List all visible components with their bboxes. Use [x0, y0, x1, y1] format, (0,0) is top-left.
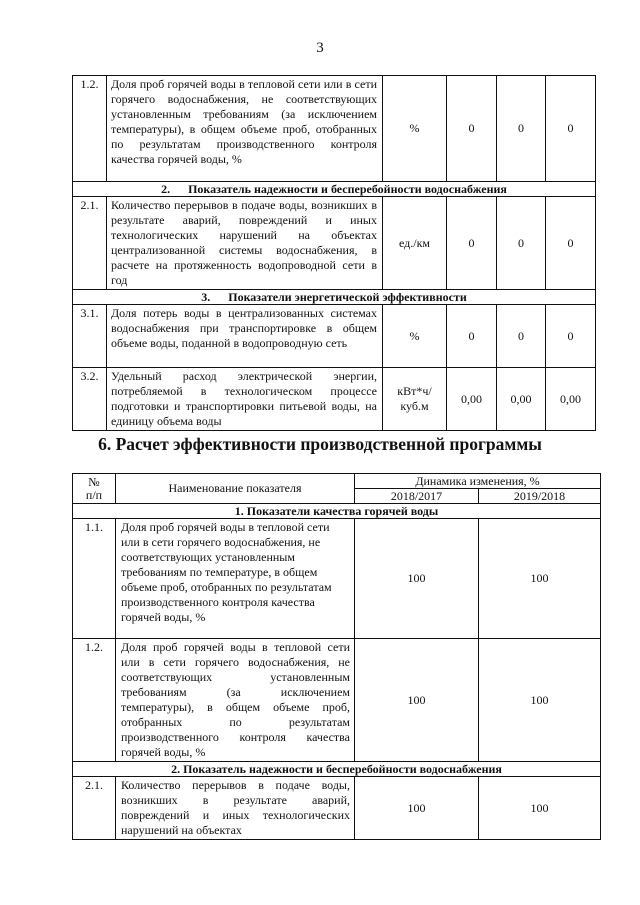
indicator-value: 0 [447, 76, 497, 182]
dynamics-value: 100 [479, 777, 601, 840]
indicator-name: Доля проб горячей воды в тепловой сети или в сети горячего водоснабжения, не соответствующих установленным требованиям (за исключением температуры), в общем объеме проб, отобранных по результатам производственного контроля качества горячей воды, % [116, 639, 355, 762]
indicator-value: 0 [497, 197, 546, 290]
row-number: 1.1. [73, 519, 116, 639]
section-heading: 6. Расчет эффективности производственной программы [98, 434, 542, 454]
indicator-unit: % [383, 305, 447, 368]
table-row [73, 305, 596, 368]
indicator-name: Количество перерывов в подаче воды, возникших в результате аварий, повреждений и иных технологических нарушений на объектах [116, 777, 355, 840]
section-title: 2. Показатель надежности и бесперебойности водоснабжения [73, 762, 601, 777]
dynamics-value: 100 [479, 519, 601, 639]
row-number: 2.1. [73, 197, 107, 290]
dynamics-value: 100 [355, 639, 479, 762]
indicator-value: 0 [546, 197, 596, 290]
row-number: 3.2. [73, 368, 107, 431]
indicator-name: Доля проб горячей воды в тепловой сети или в сети горячего водоснабжения, не соответствующих установленным требованиям по температуре, в общем объеме проб, отобранных по результатам производственного контроля качества горячей воды, % [116, 519, 355, 639]
header-dynamics: Динамика изменения, % [355, 474, 601, 489]
header-number: № п/п [73, 474, 116, 504]
section-row [73, 504, 601, 519]
header-indicator-name: Наименование показателя [116, 474, 355, 504]
indicator-value: 0 [497, 305, 546, 368]
table-row [73, 368, 596, 431]
section-row [73, 182, 596, 197]
table-row [73, 519, 601, 639]
indicator-value: 0,00 [546, 368, 596, 431]
section-row [73, 290, 596, 305]
indicator-value: 0,00 [447, 368, 497, 431]
efficiency-table [72, 473, 601, 840]
row-number: 3.1. [73, 305, 107, 368]
row-number: 1.2. [73, 639, 116, 762]
indicator-value: 0 [546, 76, 596, 182]
indicator-name: Количество перерывов в подаче воды, возникших в результате аварий, повреждений и иных технологических нарушений на объектах централизованной системы водоснабжения, в расчете на протяженность водопроводной сети в год [107, 197, 383, 290]
indicator-name: Доля потерь воды в централизованных системах водоснабжения при транспортировке в общем объеме воды, поданной в водопроводную сеть [107, 305, 383, 368]
indicator-unit: % [383, 76, 447, 182]
row-number: 2.1. [73, 777, 116, 840]
section-title: 1. Показатели качества горячей воды [73, 504, 601, 519]
efficiency-table-body [73, 474, 601, 840]
indicator-value: 0 [447, 197, 497, 290]
indicator-value: 0,00 [497, 368, 546, 431]
dynamics-value: 100 [355, 519, 479, 639]
section-title: 2. Показатель надежности и бесперебойности водоснабжения [73, 182, 596, 197]
indicator-unit: ед./км [383, 197, 447, 290]
table-row [73, 777, 601, 840]
row-number: 1.2. [73, 76, 107, 182]
indicator-value: 0 [447, 305, 497, 368]
dynamics-value: 100 [355, 777, 479, 840]
section-title: 3. Показатели энергетической эффективности [73, 290, 596, 305]
table-row [73, 639, 601, 762]
indicator-name: Удельный расход электрической энергии, потребляемой в технологическом процессе подготовки и транспортировки питьевой воды, на единицу объема воды [107, 368, 383, 431]
table-row [73, 76, 596, 182]
header-row [73, 474, 601, 489]
page-number: 3 [316, 40, 324, 56]
indicators-table [72, 75, 596, 431]
indicator-value: 0 [497, 76, 546, 182]
indicator-name: Доля проб горячей воды в тепловой сети или в сети горячего водоснабжения, не соответствующих установленным требованиям (за исключением температуры), в общем объеме проб, отобранных по результатам производственного контроля качества горячей воды, % [107, 76, 383, 182]
section-row [73, 762, 601, 777]
indicator-unit: кВт*ч/ куб.м [383, 368, 447, 431]
indicators-table-body [73, 76, 596, 431]
header-period: 2019/2018 [479, 489, 601, 504]
dynamics-value: 100 [479, 639, 601, 762]
header-period: 2018/2017 [355, 489, 479, 504]
table-row [73, 197, 596, 290]
indicator-value: 0 [546, 305, 596, 368]
